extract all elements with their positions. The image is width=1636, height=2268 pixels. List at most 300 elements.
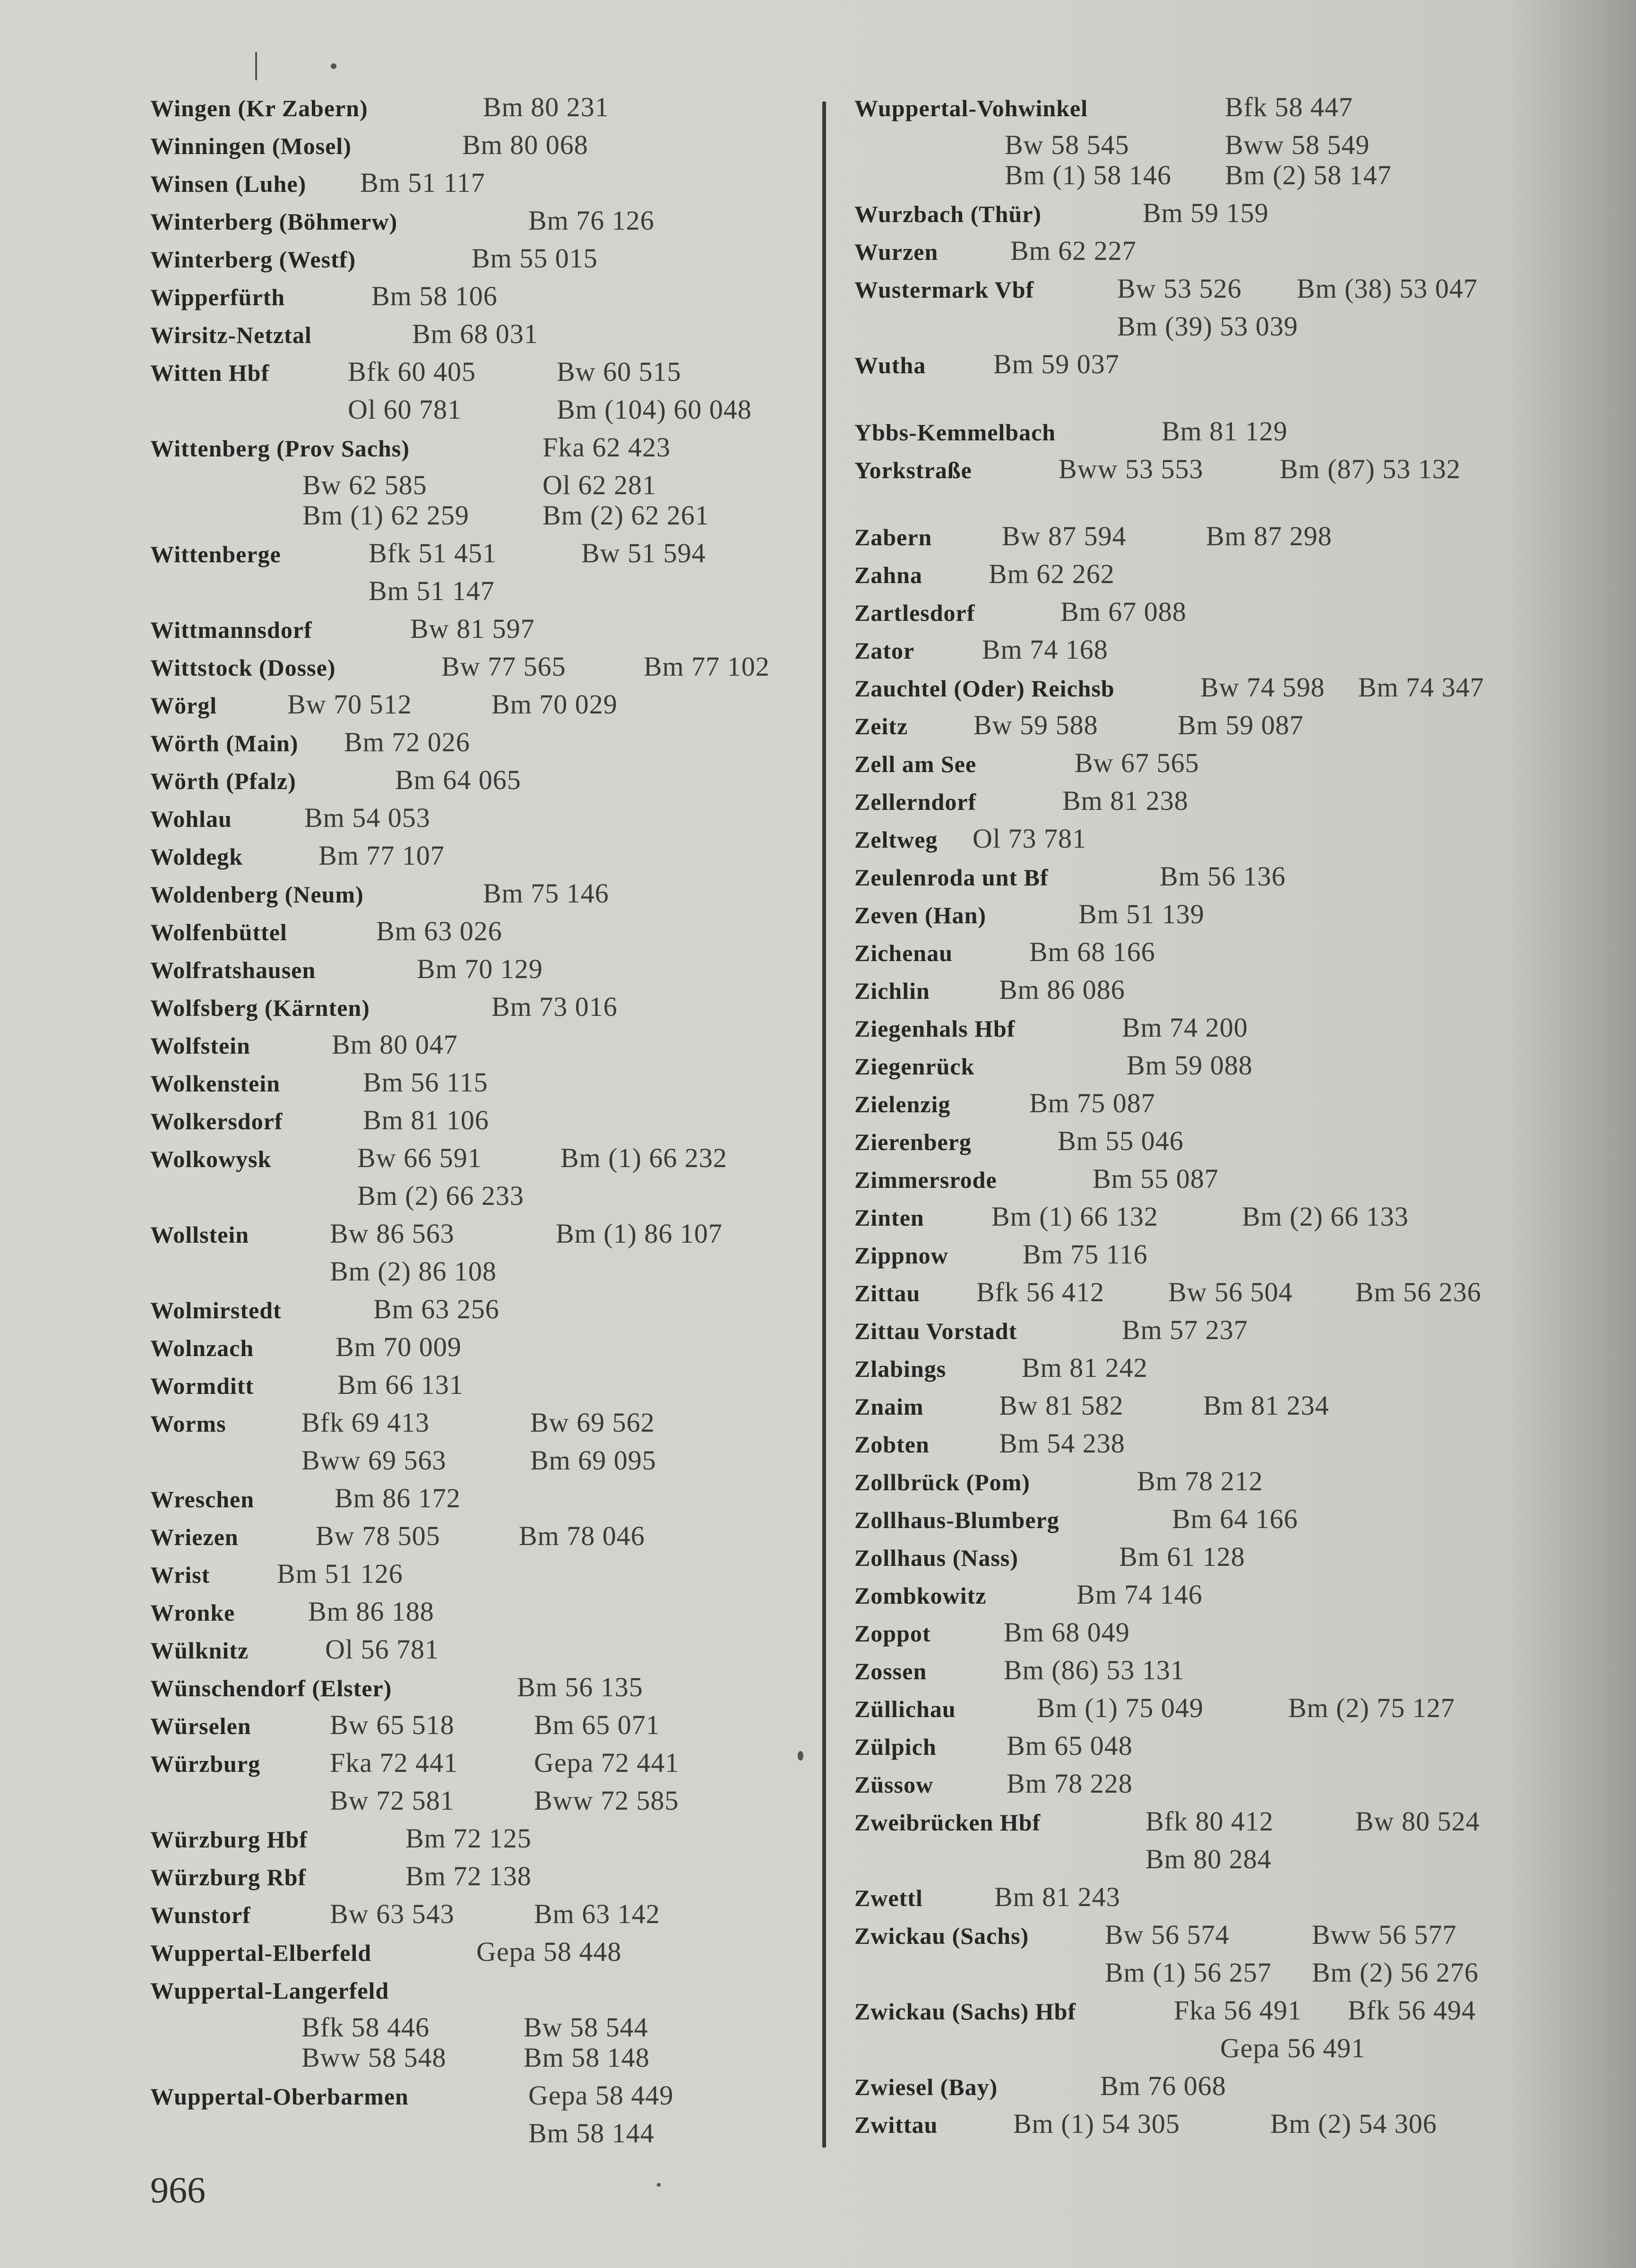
station-name: Wolnzach — [150, 1335, 254, 1361]
station-name: Witten Hbf — [150, 360, 270, 386]
entry-line — [150, 1105, 812, 1145]
entry-line — [854, 710, 1525, 750]
depot-code: Bm 55 087 — [1093, 1163, 1219, 1194]
depot-code: Bm (1) 56 257 — [1105, 1957, 1272, 1988]
depot-code: Fka 56 491 — [1174, 1995, 1302, 2026]
station-entry — [150, 129, 812, 170]
station-name: Wustermark Vbf — [854, 276, 1034, 303]
depot-code: Bw 72 581 — [330, 1785, 455, 1816]
page-number: 966 — [150, 2169, 206, 2210]
station-entry — [150, 243, 812, 284]
entry-line — [854, 1503, 1525, 1544]
station-name: Zeitz — [854, 713, 908, 739]
station-entry — [150, 1067, 812, 1108]
entry-line — [150, 1145, 812, 1183]
depot-code: Bm 74 146 — [1076, 1579, 1203, 1610]
station-name: Zeulenroda unt Bf — [854, 864, 1049, 891]
depot-code: Bm 51 139 — [1078, 899, 1205, 929]
station-entry — [150, 2080, 812, 2158]
entry-line — [854, 1617, 1525, 1658]
station-entry — [150, 1977, 812, 2083]
entry-continuation-line — [150, 2118, 812, 2158]
depot-code: Bm (1) 66 132 — [991, 1201, 1158, 1232]
station-entry — [150, 1672, 812, 1712]
depot-code: Bm 54 238 — [999, 1428, 1125, 1459]
depot-code: Bm 58 144 — [528, 2118, 654, 2148]
depot-code: Bw 58 544 — [524, 2012, 648, 2043]
station-entry — [854, 1919, 1525, 1998]
depot-code: Bw 86 563 — [330, 1218, 455, 1249]
entry-line — [150, 281, 812, 321]
entry-line — [854, 1541, 1525, 1582]
depot-code: Bm 64 065 — [395, 765, 521, 795]
depot-code: Ol 56 781 — [325, 1634, 439, 1665]
entry-line — [150, 1334, 812, 1372]
entry-line — [854, 1088, 1525, 1128]
station-name: Zwickau (Sachs) — [854, 1923, 1029, 1949]
depot-code: Bm 65 048 — [1007, 1730, 1133, 1761]
station-name: Wingen (Kr Zabern) — [150, 95, 368, 121]
entry-line — [150, 991, 812, 1032]
depot-code: Bw 56 504 — [1168, 1277, 1293, 1307]
depot-code: Bww 72 585 — [534, 1785, 679, 1816]
station-entry — [854, 200, 1525, 238]
depot-code: Gepa 58 449 — [528, 2080, 674, 2111]
entry-line — [854, 94, 1525, 132]
station-entry — [150, 205, 812, 246]
entry-line — [854, 456, 1525, 494]
entry-line — [854, 1314, 1525, 1355]
depot-code: Bm 68 031 — [412, 318, 538, 349]
depot-code: Bm 72 125 — [405, 1823, 532, 1854]
station-entry — [854, 1503, 1525, 1544]
station-name: Wuppertal-Elberfeld — [150, 1940, 372, 1966]
station-entry — [150, 1294, 812, 1334]
depot-code: Bm 80 068 — [462, 129, 588, 160]
station-name: Winsen (Luhe) — [150, 171, 307, 197]
entry-line — [854, 1919, 1525, 1960]
station-name: Wohlau — [150, 806, 232, 832]
entry-line — [150, 356, 812, 397]
entry-line — [150, 129, 812, 170]
entry-line — [854, 1579, 1525, 1620]
station-entry — [150, 1483, 812, 1523]
station-entry — [150, 1712, 812, 1750]
depot-code: Bw 62 585 — [302, 470, 427, 500]
depot-code: Bw 78 505 — [316, 1521, 440, 1551]
entry-line — [150, 689, 812, 730]
station-name: Zwiesel (Bay) — [854, 2074, 998, 2100]
depot-code: Bm 81 234 — [1203, 1390, 1329, 1421]
depot-code: Bm 70 129 — [417, 954, 543, 984]
depot-code: Bw 59 588 — [973, 710, 1098, 740]
station-entry — [854, 1541, 1525, 1582]
station-name: Zombkowitz — [854, 1582, 987, 1609]
entry-line — [150, 1407, 812, 1448]
station-name: Zollbrück (Pom) — [854, 1469, 1030, 1495]
entry-line — [854, 1163, 1525, 1204]
station-entry — [854, 1881, 1525, 1922]
station-name: Wülknitz — [150, 1637, 249, 1664]
depot-code: Bm 73 016 — [491, 991, 618, 1022]
entry-line — [854, 672, 1525, 713]
entry-line — [854, 2108, 1525, 2149]
station-name: Zeltweg — [854, 826, 938, 853]
depot-code: Bm 58 148 — [524, 2042, 650, 2073]
station-name: Ybbs-Kemmelbach — [854, 419, 1056, 446]
depot-code: Bm 55 015 — [472, 243, 598, 274]
depot-code: Bw 77 565 — [441, 651, 566, 682]
entry-line — [150, 1712, 812, 1750]
station-name: Zierenberg — [854, 1129, 972, 1155]
station-entry — [854, 273, 1525, 352]
entry-line — [150, 94, 812, 132]
entry-line — [854, 273, 1525, 314]
station-entry — [854, 1655, 1525, 1695]
station-entry — [150, 840, 812, 881]
station-name: Wolkowysk — [150, 1146, 272, 1172]
entry-line — [150, 613, 812, 654]
depot-code: Bm 74 347 — [1358, 672, 1484, 703]
station-entry — [150, 651, 812, 692]
depot-code: Bm 59 087 — [1178, 710, 1304, 740]
station-name: Wurzbach (Thür) — [854, 201, 1042, 227]
station-entry — [150, 538, 812, 616]
station-entry — [854, 1012, 1525, 1053]
depot-code: Bm (1) 58 146 — [1005, 160, 1171, 190]
station-name: Zülpich — [854, 1734, 937, 1760]
station-name: Wunstorf — [150, 1902, 251, 1928]
entry-continuation-line — [150, 472, 812, 503]
station-entry — [854, 1050, 1525, 1091]
entry-continuation-line — [150, 2012, 812, 2045]
station-name: Wolfratshausen — [150, 957, 316, 983]
entry-continuation-line — [150, 394, 812, 435]
depot-code: Bm 81 106 — [363, 1105, 489, 1135]
depot-code: Fka 62 423 — [542, 432, 671, 463]
depot-code: Bm 61 128 — [1119, 1541, 1245, 1572]
depot-code: Bm 59 159 — [1143, 198, 1269, 228]
depot-code: Bw 81 582 — [999, 1390, 1124, 1421]
scan-speck — [798, 1751, 803, 1761]
depot-code: Bfk 56 494 — [1348, 1995, 1476, 2026]
entry-line — [854, 823, 1525, 864]
depot-code: Bm 59 037 — [993, 349, 1119, 379]
depot-code: Gepa 56 491 — [1220, 2033, 1366, 2063]
depot-code: Bw 51 594 — [581, 538, 706, 568]
station-name: Zwickau (Sachs) Hbf — [854, 1998, 1076, 2025]
station-entry — [150, 1218, 812, 1297]
depot-code: Bm 68 049 — [1004, 1617, 1130, 1648]
depot-code: Bw 81 597 — [410, 613, 535, 644]
depot-code: Bm 56 136 — [1160, 861, 1286, 892]
depot-code: Bm (1) 75 049 — [1037, 1692, 1204, 1723]
station-entry — [854, 1995, 1525, 2073]
scan-speck — [255, 52, 257, 80]
entry-continuation-line — [150, 500, 812, 541]
station-name: Wutha — [854, 352, 926, 378]
depot-code: Bw 74 598 — [1200, 672, 1325, 703]
depot-code: Bm 56 115 — [363, 1067, 488, 1098]
station-name: Wittmannsdorf — [150, 617, 312, 643]
depot-code: Bm (2) 54 306 — [1270, 2108, 1437, 2139]
station-entry — [854, 1314, 1525, 1355]
depot-code: Bfk 58 447 — [1225, 92, 1353, 122]
depot-code: Bm 80 047 — [332, 1029, 458, 1060]
station-entry — [854, 1617, 1525, 1658]
station-name: Wünschendorf (Elster) — [150, 1675, 392, 1701]
depot-code: Bm 51 126 — [277, 1558, 403, 1589]
station-entry — [150, 1334, 812, 1372]
entry-line — [150, 1369, 812, 1410]
station-entry — [150, 727, 812, 767]
station-name: Wuppertal-Vohwinkel — [854, 95, 1088, 121]
station-entry — [854, 1125, 1525, 1166]
station-entry — [150, 767, 812, 805]
depot-code: Bm 51 147 — [369, 576, 495, 606]
depot-code: Bm 62 227 — [1010, 235, 1137, 266]
depot-code: Bw 56 574 — [1105, 1919, 1230, 1950]
depot-code: Bm (2) 58 147 — [1225, 160, 1392, 190]
station-name: Wittenberge — [150, 541, 281, 567]
station-name: Wolmirstedt — [150, 1297, 282, 1323]
depot-code: Bm 78 228 — [1007, 1768, 1133, 1799]
station-entry — [854, 1768, 1525, 1809]
station-name: Worms — [150, 1410, 226, 1437]
depot-code: Bm (39) 53 039 — [1117, 311, 1298, 342]
entry-line — [150, 1218, 812, 1259]
depot-code: Bm 75 146 — [483, 878, 609, 909]
entry-line — [854, 1050, 1525, 1091]
station-entry — [854, 785, 1525, 826]
station-entry — [854, 1201, 1525, 1242]
station-name: Zauchtel (Oder) Reichsb — [854, 675, 1115, 702]
depot-code: Bm (2) 66 133 — [1242, 1201, 1409, 1232]
station-name: Zellerndorf — [854, 789, 977, 815]
station-entry — [150, 356, 812, 435]
depot-code: Bm 74 168 — [982, 634, 1108, 665]
entry-line — [150, 651, 812, 692]
station-entry — [150, 1145, 812, 1221]
depot-code: Bm 74 200 — [1122, 1012, 1248, 1043]
station-name: Wollstein — [150, 1221, 250, 1248]
station-entry — [854, 747, 1525, 788]
station-entry — [150, 613, 812, 654]
entry-line — [854, 1768, 1525, 1809]
scan-speck — [331, 63, 336, 69]
station-name: Zartlesdorf — [854, 600, 975, 626]
right-column — [854, 94, 1525, 2149]
depot-code: Bm 70 029 — [491, 689, 618, 720]
station-entry — [150, 1029, 812, 1070]
station-name: Zwettl — [854, 1885, 923, 1911]
station-name: Zichenau — [854, 940, 953, 966]
left-column — [150, 94, 812, 2158]
section-gap — [854, 389, 1525, 419]
station-name: Zell am See — [854, 751, 977, 777]
station-entry — [150, 1369, 812, 1410]
station-name: Zollhaus (Nass) — [854, 1545, 1019, 1571]
station-entry — [854, 2070, 1525, 2111]
depot-code: Bw 69 562 — [530, 1407, 655, 1438]
depot-code: Bw 60 515 — [557, 356, 681, 387]
station-name: Wörgl — [150, 692, 217, 719]
depot-code: Bfk 69 413 — [301, 1407, 430, 1438]
entry-line — [854, 1390, 1525, 1431]
depot-code: Bm 80 284 — [1145, 1844, 1272, 1874]
station-entry — [854, 974, 1525, 1015]
station-entry — [150, 1596, 812, 1637]
depot-code: Bm 77 107 — [319, 840, 445, 871]
depot-code: Bm (2) 62 261 — [542, 500, 709, 531]
entry-line — [150, 916, 812, 956]
entry-line — [854, 1692, 1525, 1733]
depot-code: Bm 69 095 — [530, 1445, 656, 1476]
depot-code: Ol 60 781 — [348, 394, 462, 425]
station-name: Zichlin — [854, 978, 930, 1004]
station-entry — [854, 936, 1525, 977]
entry-line — [150, 1294, 812, 1334]
station-name: Züllichau — [854, 1696, 956, 1722]
station-name: Zollhaus-Blumberg — [854, 1507, 1059, 1533]
station-entry — [854, 1277, 1525, 1317]
entry-line — [854, 1277, 1525, 1317]
station-entry — [150, 1634, 812, 1675]
entry-line — [854, 235, 1525, 276]
entry-line — [150, 1823, 812, 1864]
station-name: Würzburg Hbf — [150, 1826, 308, 1853]
station-entry — [854, 1163, 1525, 1204]
depot-code: Bm 86 188 — [308, 1596, 434, 1627]
station-entry — [150, 1105, 812, 1145]
station-entry — [150, 802, 812, 843]
station-entry — [150, 878, 812, 919]
station-entry — [854, 1088, 1525, 1128]
depot-code: Bm 51 117 — [360, 167, 485, 198]
depot-code: Bm 57 237 — [1122, 1314, 1248, 1345]
station-entry — [150, 318, 812, 359]
scan-speck — [657, 2183, 661, 2187]
entry-line — [150, 1634, 812, 1675]
station-name: Wörth (Main) — [150, 730, 299, 756]
depot-code: Bm 54 053 — [304, 802, 431, 833]
depot-code: Bw 53 526 — [1117, 273, 1242, 304]
entry-line — [854, 1012, 1525, 1053]
depot-code: Bm 81 243 — [994, 1881, 1120, 1912]
station-entry — [854, 558, 1525, 599]
entry-line — [854, 1466, 1525, 1506]
depot-code: Bfk 58 446 — [301, 2012, 430, 2043]
station-entry — [854, 456, 1525, 494]
station-entry — [854, 1239, 1525, 1280]
depot-code: Bm (1) 66 232 — [560, 1143, 727, 1173]
depot-code: Bfk 60 405 — [348, 356, 476, 387]
depot-code: Bw 67 565 — [1075, 747, 1199, 778]
station-entry — [150, 991, 812, 1032]
station-name: Wreschen — [150, 1486, 255, 1512]
station-name: Wolkenstein — [150, 1070, 280, 1097]
depot-code: Bww 56 577 — [1312, 1919, 1457, 1950]
station-entry — [150, 956, 812, 994]
entry-line — [150, 878, 812, 919]
station-name: Zweibrücken Hbf — [854, 1809, 1041, 1836]
depot-code: Bm 64 166 — [1172, 1503, 1298, 1534]
entry-continuation-line — [150, 1180, 812, 1221]
entry-line — [150, 2080, 812, 2121]
depot-code: Gepa 58 448 — [476, 1936, 622, 1967]
depot-code: Bm (1) 54 305 — [1013, 2108, 1180, 2139]
entry-line — [854, 1655, 1525, 1695]
entry-line — [854, 416, 1525, 456]
station-entry — [854, 672, 1525, 713]
depot-code: Bm 63 026 — [376, 916, 502, 946]
station-name: Wriezen — [150, 1524, 239, 1550]
depot-code: Bw 65 518 — [330, 1710, 455, 1740]
station-entry — [150, 167, 812, 208]
entry-line — [854, 1239, 1525, 1280]
depot-code: Bm 81 129 — [1162, 416, 1288, 447]
depot-code: Bww 69 563 — [301, 1445, 447, 1476]
station-name: Zabern — [854, 524, 932, 550]
depot-code: Bm 78 046 — [519, 1521, 645, 1551]
depot-code: Bm 65 071 — [534, 1710, 660, 1740]
depot-code: Ol 62 281 — [542, 470, 656, 500]
entry-line — [150, 1672, 812, 1712]
station-entry — [854, 235, 1525, 276]
entry-line — [854, 861, 1525, 902]
depot-code: Bm 80 231 — [483, 92, 609, 122]
entry-continuation-line — [854, 129, 1525, 163]
entry-line — [150, 840, 812, 881]
entry-line — [854, 974, 1525, 1015]
station-name: Zlabings — [854, 1356, 947, 1382]
station-name: Wolfstein — [150, 1032, 250, 1059]
entry-line — [150, 318, 812, 359]
depot-code: Bm 66 131 — [337, 1369, 464, 1400]
entry-line — [854, 936, 1525, 977]
entry-line — [854, 1428, 1525, 1469]
entry-line — [854, 1125, 1525, 1166]
station-name: Zinten — [854, 1204, 924, 1231]
entry-line — [150, 1596, 812, 1637]
station-name: Zittau Vorstadt — [854, 1318, 1017, 1344]
depot-code: Bw 80 524 — [1355, 1806, 1480, 1837]
station-name: Winningen (Mosel) — [150, 133, 352, 159]
station-name: Zeven (Han) — [854, 902, 987, 928]
entry-line — [854, 634, 1525, 675]
depot-code: Fka 72 441 — [330, 1747, 458, 1778]
station-name: Zossen — [854, 1658, 927, 1684]
depot-code: Bm (104) 60 048 — [557, 394, 752, 425]
depot-code: Bm 55 046 — [1058, 1125, 1184, 1156]
station-name: Wolfenbüttel — [150, 919, 287, 945]
depot-code: Bw 63 543 — [330, 1899, 455, 1929]
station-entry — [150, 94, 812, 132]
depot-code: Bfk 51 451 — [369, 538, 497, 568]
depot-code: Bm 81 238 — [1062, 785, 1188, 816]
station-entry — [854, 521, 1525, 561]
entry-line — [150, 167, 812, 208]
station-name: Züssow — [854, 1771, 934, 1798]
entry-line — [150, 1558, 812, 1599]
station-entry — [854, 1428, 1525, 1469]
entry-line — [150, 1977, 812, 2015]
entry-line — [150, 727, 812, 767]
depot-code: Bm 72 138 — [405, 1861, 532, 1891]
depot-code: Bm 75 087 — [1029, 1088, 1155, 1118]
entry-line — [150, 1861, 812, 1901]
station-entry — [150, 1558, 812, 1599]
